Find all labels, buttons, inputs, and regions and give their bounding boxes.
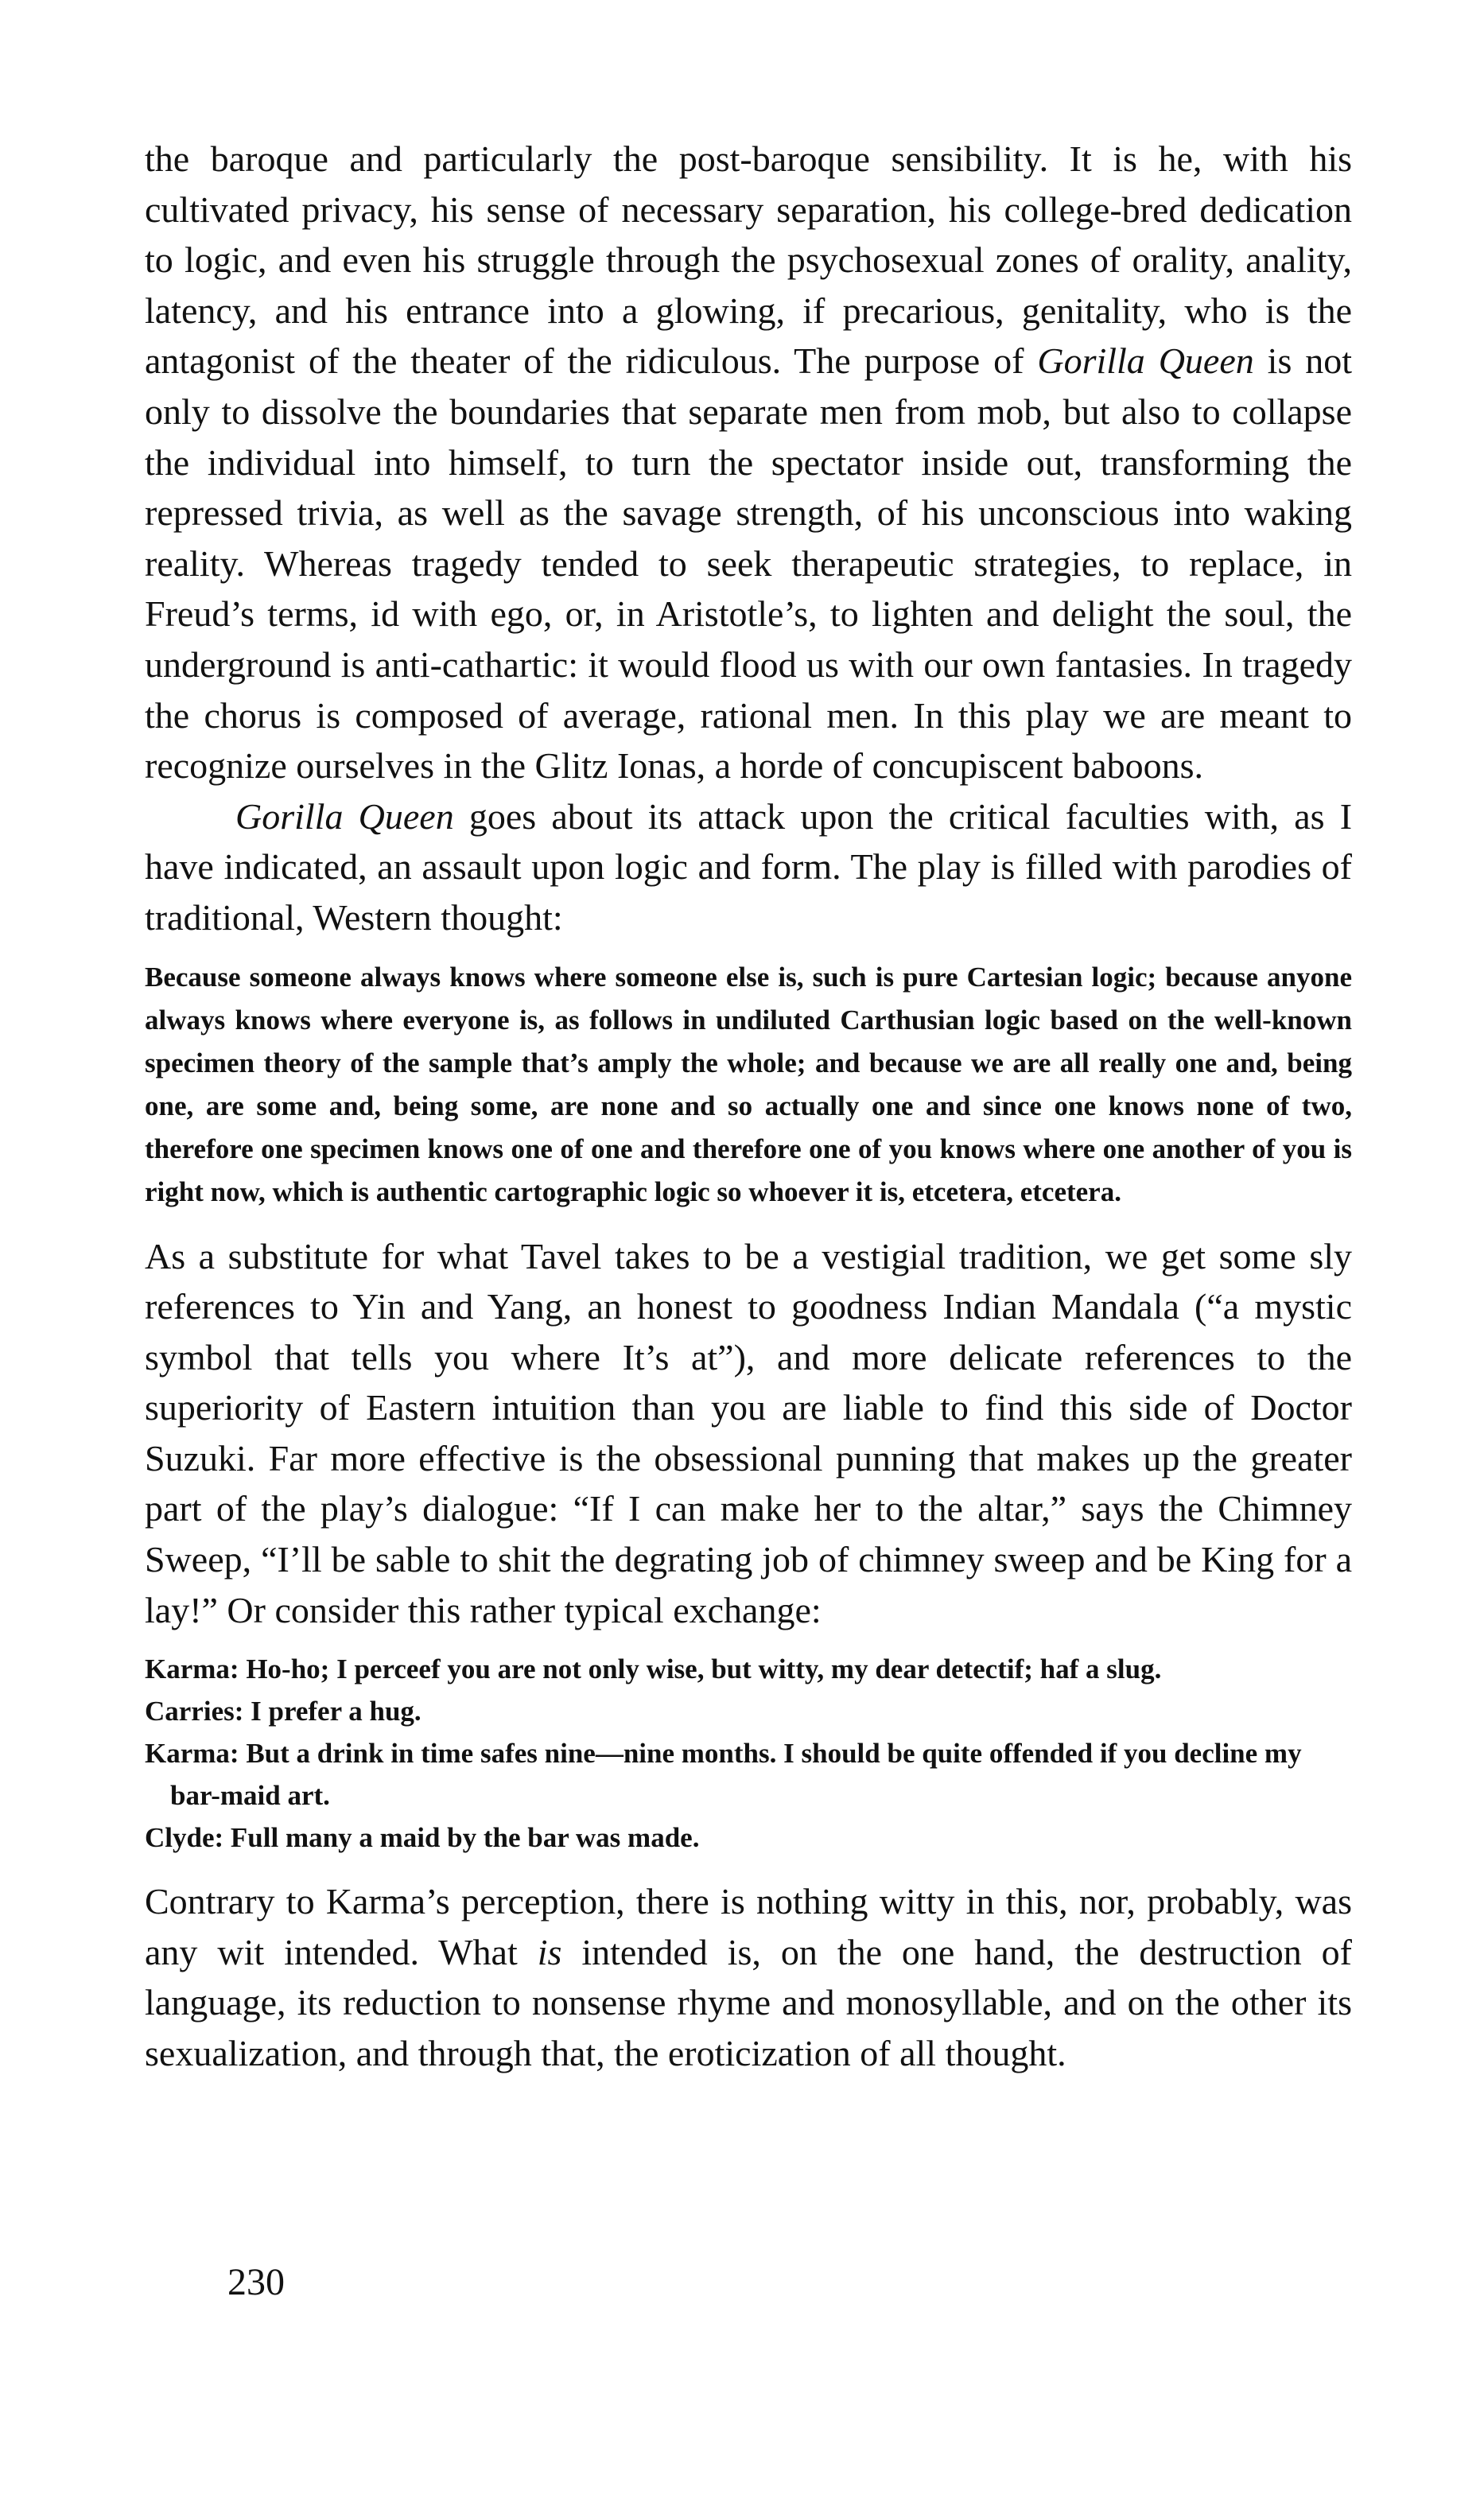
dialogue-line: Karma: But a drink in time safes nine—nine months. I should be quite offended if you decline my bar-maid art. [145,1738,1302,1812]
paragraph-4 [145,1876,1352,2078]
paragraph-1 [145,134,1352,791]
dialogue-excerpt [145,1648,1352,1859]
paragraph-1-text: the baroque and particularly the post-baroque sensibility. It is he, with his cultivated privacy, his sense of necessary separation, his college-bred dedication to logic, and even his struggle through the psychosexual zones of orality, anality, latency, and his entrance into a glowing, if precarious, genitality, who is the antagonist of the theater of the ridiculous. The purpose of [145,138,1352,382]
block-quote: Because someone always knows where someone else is, such is pure Cartesian logic; because anyone always knows where everyone is, as follows in undiluted Carthusian logic based on the well-known specimen theory of the sample that’s amply the whole; and because we are all really one and, being one, are some and, being some, are none and so actually one and since one knows none of two, therefore one specimen knows one of one and therefore one of you knows where one another of you is right now, which is authentic cartographic logic so whoever it is, etcetera, etcetera. [145,961,1352,1207]
dialogue-line: Carries: I prefer a hug. [145,1696,422,1727]
emphasis: is [537,1931,562,1972]
paragraph-1-continuation: is not only to dissolve the boundaries that separate men from mob, but also to collapse the individual into himself, to turn the spectator inside out, transforming the repressed trivia, as well as the savage strength, of his unconscious into waking reality. Whereas tragedy tended to seek therapeutic strategies, to replace, in Freud’s terms, id with ego, or, in Aristotle’s, to lighten and delight the soul, the underground is anti-cathartic: it would flood us with our own fantasies. In tragedy the chorus is composed of average, rational men. In this play we are meant to recognize ourselves in the Glitz Ionas, a horde of concupiscent baboons. [145,340,1353,787]
paragraph-3: As a substitute for what Tavel takes to be a vestigial tradition, we get some sly references to Yin and Yang, an honest to goodness Indian Mandala (“a mystic symbol that tells you where It’s at”), and more delicate references to the superiority of Eastern intuition than you are liable to find this side of Doctor Suzuki. Far more effective is the obsessional punning that makes up the greater part of the play’s dialogue: “If I can make her to the altar,” says the Chimney Sweep, “I’ll be sable to shit the degrating job of chimney sweep and be King for a lay!” Or consider this rather typical exchange: [145,1235,1352,1630]
paragraph-4-text: Contrary to Karma’s perception, there is nothing witty in this, nor, probably, was any wit intended. What [145,1881,1352,1972]
page-number: 230 [227,2261,285,2303]
paragraph-4-continuation: intended is, on the one hand, the destruction of language, its reduction to nonsense rhyme and monosyllable, and on the other its sexualization, and through that, the eroticization of all thought. [145,1931,1352,2074]
paragraph-2-text: goes about its attack upon the critical faculties with, as I have indicated, an assault upon logic and form. The play is filled with parodies of traditional, Western thought: [145,795,1353,938]
paragraph-2 [145,791,1352,943]
dialogue-line: Clyde: Full many a maid by the bar was made. [145,1822,700,1854]
dialogue-line: Karma: Ho-ho; I perceef you are not only wise, but witty, my dear detectif; haf a slug. [145,1653,1162,1685]
play-title: Gorilla Queen [1037,340,1254,382]
play-title: Gorilla Queen [235,795,454,837]
